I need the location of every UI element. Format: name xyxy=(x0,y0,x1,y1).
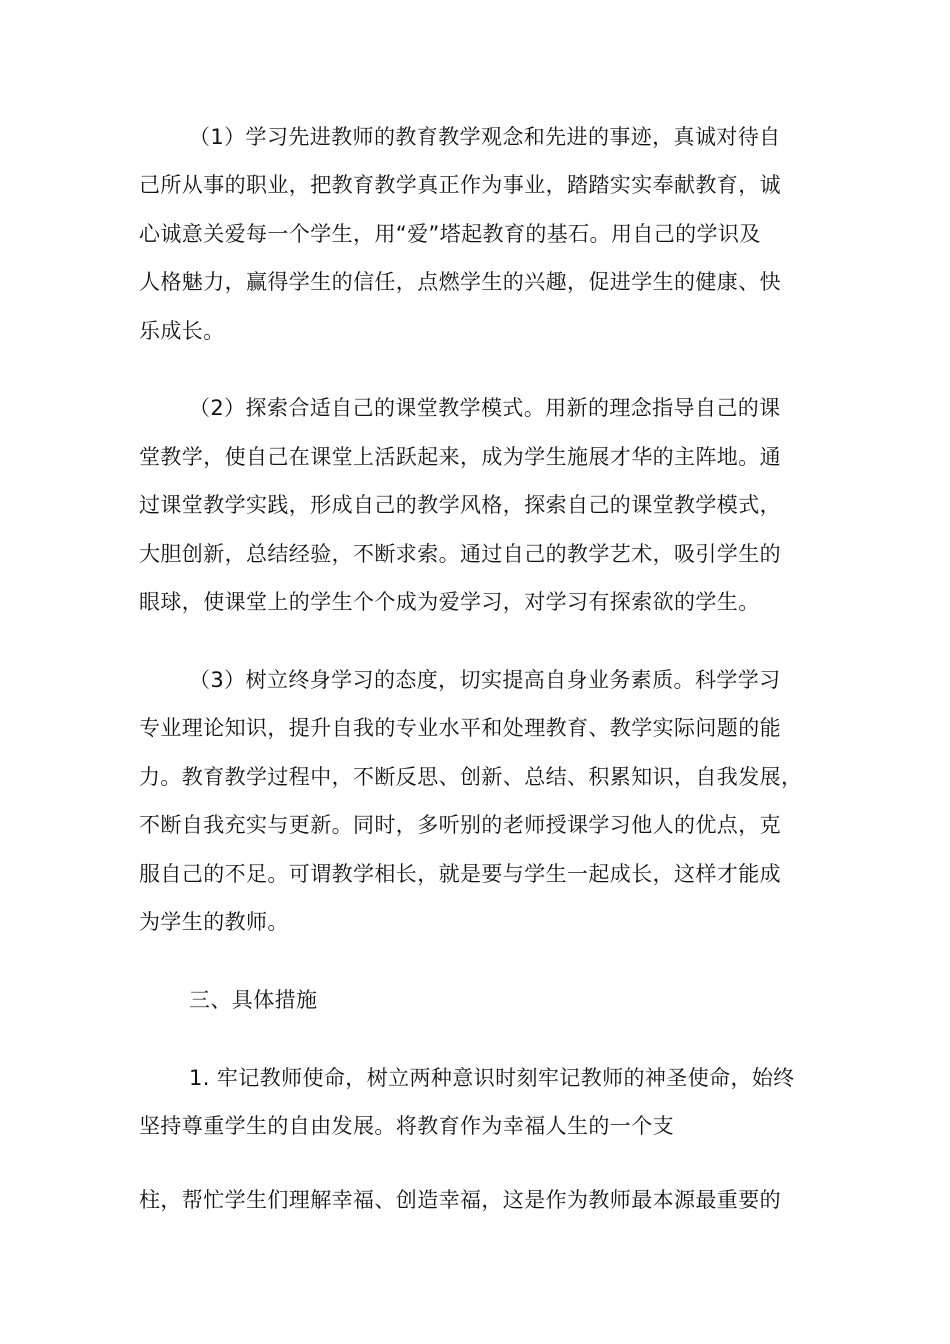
paragraph-3-line-5: 服自己的不足。可谓教学相长，就是要与学生一起成长，这样才能成 xyxy=(139,862,781,886)
paragraph-3-line-3: 力。教育教学过程中，不断反思、创新、总结、积累知识，自我发展， xyxy=(139,765,803,789)
paragraph-5-line-1: 1. 牢记教师使命，树立两种意识时刻牢记教师的神圣使命，始终 xyxy=(189,1066,795,1090)
section-heading: 三、具体措施 xyxy=(189,988,318,1012)
paragraph-6-line-1: 柱，帮忙学生们理解幸福、创造幸福，这是作为教师最本源最重要的 xyxy=(139,1188,781,1212)
paragraph-1-line-5: 乐成长。 xyxy=(139,319,225,343)
paragraph-2-line-2: 堂教学，使自己在课堂上活跃起来，成为学生施展才华的主阵地。通 xyxy=(139,445,781,469)
paragraph-3-line-4: 不断自我充实与更新。同时，多听别的老师授课学习他人的优点，克 xyxy=(139,813,781,837)
paragraph-2-line-3: 过课堂教学实践，形成自己的教学风格，探索自己的课堂教学模式， xyxy=(139,493,781,517)
paragraph-1-line-2: 己所从事的职业，把教育教学真正作为事业，踏踏实实奉献教育，诚 xyxy=(139,173,781,197)
paragraph-2-line-4: 大胆创新，总结经验，不断求索。通过自己的教学艺术，吸引学生的 xyxy=(139,542,781,566)
paragraph-5-line-2: 坚持尊重学生的自由发展。将教育作为幸福人生的一个支 xyxy=(139,1114,674,1138)
paragraph-3-line-2: 专业理论知识，提升自我的专业水平和处理教育、教学实际问题的能 xyxy=(139,716,781,740)
paragraph-1-line-4: 人格魅力，赢得学生的信任，点燃学生的兴趣，促进学生的健康、快 xyxy=(139,270,781,294)
paragraph-2-line-1: （2）探索合适自己的课堂教学模式。用新的理念指导自己的课 xyxy=(189,396,781,420)
paragraph-1-line-1: （1）学习先进教师的教育教学观念和先进的事迹，真诚对待自 xyxy=(189,125,781,149)
paragraph-3-line-6: 为学生的教师。 xyxy=(139,910,289,934)
paragraph-3-line-1: （3）树立终身学习的态度，切实提高自身业务素质。科学学习 xyxy=(189,668,781,692)
paragraph-2-line-5: 眼球，使课堂上的学生个个成为爱学习，对学习有探索欲的学生。 xyxy=(139,590,760,614)
paragraph-1-line-3: 心诚意关爱每一个学生，用“爱”塔起教育的基石。用自己的学识及 xyxy=(139,222,761,246)
